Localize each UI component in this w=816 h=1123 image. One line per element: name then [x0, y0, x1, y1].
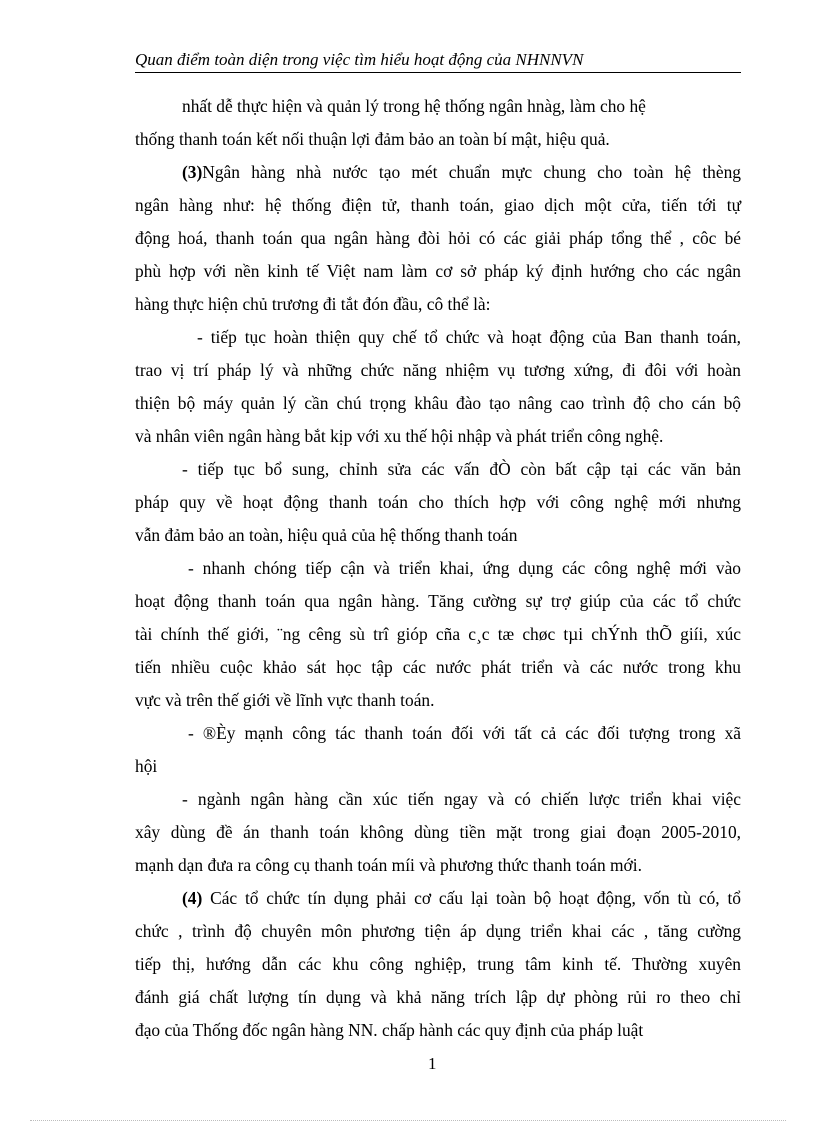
- text-line: nhất dễ thực hiện và quản lý trong hệ thống ngân hnàg, làm cho hệ: [182, 96, 646, 116]
- text-line: tiếp thị, hướng dẫn các khu công nghiệp, trung tâm kinh tế. Thường xuyên: [135, 954, 741, 974]
- text-line: vực và trên thế giới về lĩnh vực thanh toán.: [135, 690, 435, 710]
- text-line: hàng thực hiện chủ trương đi tắt đón đầu, cô thể là:: [135, 294, 491, 314]
- text-line: (3)Ngân hàng nhà nước tạo mét chuẩn mực chung cho toàn hệ thèng: [182, 162, 741, 182]
- text-line: chức , trình độ chuyên môn phương tiện áp dụng triển khai các , tăng cường: [135, 921, 741, 941]
- text-line: tài chính thế giới, ¨ng cêng sù trî gióp cña c¸c tæ chøc tµi chÝnh thÕ giíi, xúc: [135, 624, 741, 644]
- page-number: 1: [428, 1054, 437, 1073]
- text-line: đạo của Thống đốc ngân hàng NN. chấp hành các quy định của pháp luật: [135, 1020, 644, 1040]
- text-line: thiện bộ máy quản lý cần chú trọng khâu đào tạo nâng cao trình độ cho cán bộ: [135, 393, 741, 413]
- text-line: - tiếp tục bổ sung, chỉnh sửa các vấn đÒ còn bất cập tại các văn bản: [182, 459, 741, 479]
- text-line: tiến nhiều cuộc khảo sát học tập các nước phát triển và các nước trong khu: [135, 657, 741, 677]
- text-line: (4) Các tổ chức tín dụng phải cơ cấu lại toàn bộ hoạt động, vốn tù có, tổ: [182, 888, 741, 908]
- text-line: mạnh dạn đưa ra công cụ thanh toán míi và phương thức thanh toán mới.: [135, 855, 642, 875]
- text-line: đánh giá chất lượng tín dụng và khả năng trích lập dự phòng rủi ro theo chỉ: [135, 987, 741, 1007]
- text-line: pháp quy về hoạt động thanh toán cho thích hợp với công nghệ mới nhưng: [135, 492, 741, 512]
- text-line: hội: [135, 756, 158, 776]
- text-line: thống thanh toán kết nối thuận lợi đảm bảo an toàn bí mật, hiệu quả.: [135, 129, 610, 149]
- page-boundary: [30, 1120, 786, 1121]
- text-line: phù hợp với nền kinh tế Việt nam làm cơ sở pháp ký định hướng cho các ngân: [135, 261, 741, 281]
- text-line: xây dùng đề án thanh toán không dùng tiền mặt trong giai đoạn 2005-2010,: [135, 822, 741, 842]
- section-number: (4): [182, 888, 203, 908]
- text-line: - ngành ngân hàng cần xúc tiến ngay và có chiến lược triển khai việc: [182, 789, 741, 809]
- text-line: - nhanh chóng tiếp cận và triển khai, ứng dụng các công nghệ mới vào: [188, 558, 741, 578]
- running-header: Quan điểm toàn diện trong việc tìm hiểu hoạt động của NHNNVN: [135, 50, 741, 73]
- text-line: hoạt động thanh toán qua ngân hàng. Tăng cường sự trợ giúp của các tổ chức: [135, 591, 741, 611]
- section-number: (3): [182, 162, 203, 182]
- text-line: động hoá, thanh toán qua ngân hàng đòi hỏi có các giải pháp tổng thể , côc bé: [135, 228, 741, 248]
- text-line: trao vị trí pháp lý và những chức năng nhiệm vụ tương xứng, đi đôi với hoàn: [135, 360, 741, 380]
- text-line: ngân hàng như: hệ thống điện tử, thanh toán, giao dịch một cửa, tiến tới tự: [135, 195, 741, 215]
- text-line: - tiếp tục hoàn thiện quy chế tổ chức và hoạt động của Ban thanh toán,: [197, 327, 741, 347]
- text-line: và nhân viên ngân hàng bắt kịp với xu thế hội nhập và phát triển công nghệ.: [135, 426, 664, 446]
- text-line: - ®Èy mạnh công tác thanh toán đối với tất cả các đối tượng trong xã: [188, 723, 741, 743]
- text-line: vẫn đảm bảo an toàn, hiệu quả của hệ thống thanh toán: [135, 525, 518, 545]
